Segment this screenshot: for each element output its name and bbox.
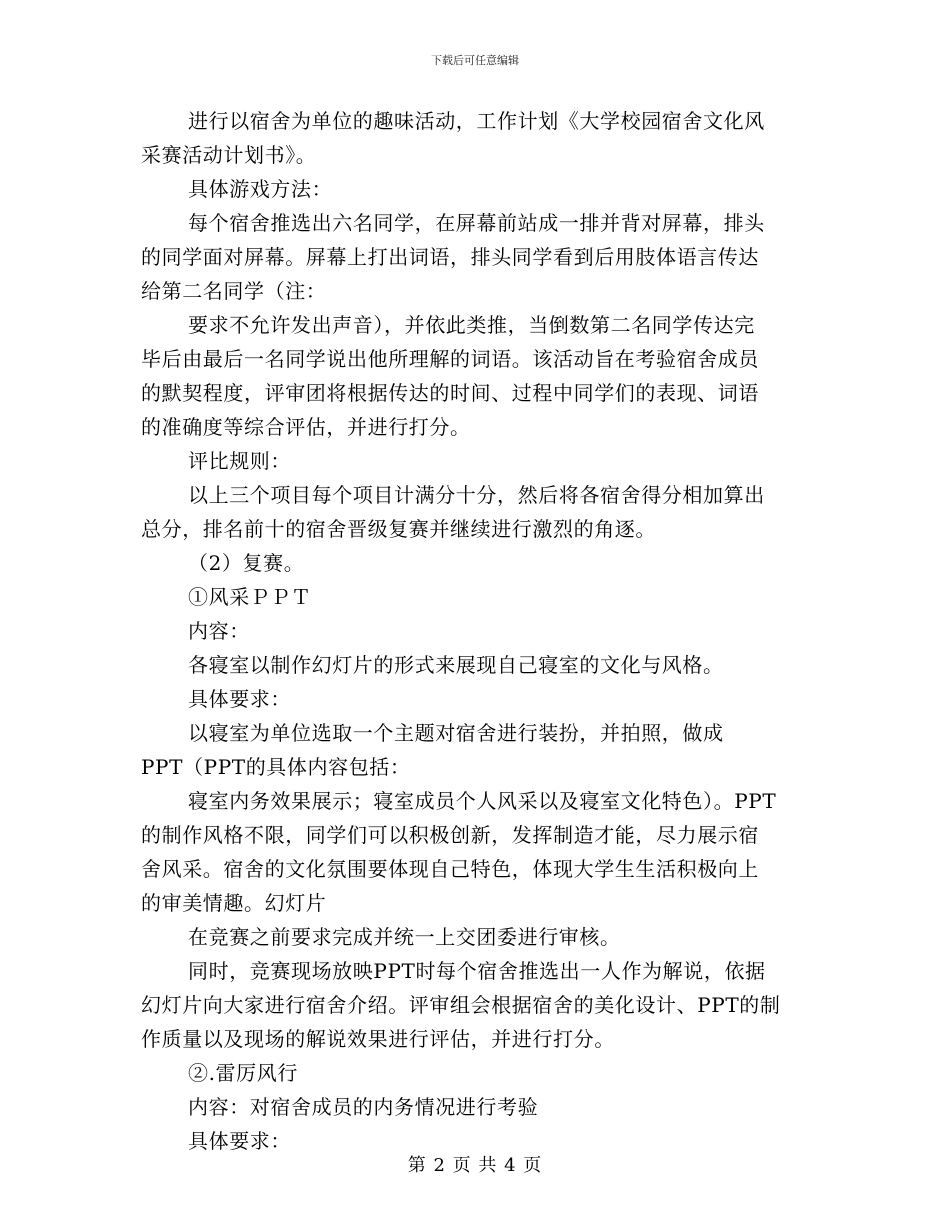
- text-line: 各寝室以制作幻灯片的形式来展现自己寝室的文化与风格。: [188, 653, 724, 677]
- text-line: ②.雷厉风行: [188, 1061, 298, 1085]
- text-line: 每个宿舍推选出六名同学，在屏幕前站成一排并背对屏幕，排头: [188, 211, 765, 235]
- text-line: 以寝室为单位选取一个主题对宿舍进行装扮，并拍照，做成: [188, 721, 724, 745]
- text-line: 毕后由最后一名同学说出他所理解的词语。该活动旨在考验宿舍成员: [141, 347, 759, 371]
- text-line: 采赛活动计划书》。: [141, 143, 317, 167]
- text-line: 寝室内务效果展示；寝室成员个人风采以及寝室文化特色）。PPT: [188, 789, 777, 813]
- text-line: 的默契程度，评审团将根据传达的时间、过程中同学们的表现、词语: [141, 381, 759, 405]
- text-line: 舍风采。宿舍的文化氛围要体现自己特色，体现大学生生活积极向上: [141, 857, 759, 881]
- text-line: 具体要求：: [188, 687, 291, 711]
- document-body: [141, 104, 813, 1158]
- text-line: 内容：: [188, 619, 250, 643]
- text-line: 的同学面对屏幕。屏幕上打出词语，排头同学看到后用肢体语言传达: [141, 245, 759, 269]
- text-line: 以上三个项目每个项目计满分十分，然后将各宿舍得分相加算出: [188, 483, 765, 507]
- text-line: PPT（PPT的具体内容包括：: [141, 755, 411, 779]
- text-line: 同时，竞赛现场放映PPT时每个宿舍推选出一人作为解说，依据: [188, 959, 766, 983]
- text-line: （2）复赛。: [188, 551, 305, 575]
- text-line: 给第二名同学（注：: [141, 279, 327, 303]
- text-line: ①风采ＰＰＴ: [188, 585, 312, 609]
- text-line: 的准确度等综合评估，并进行打分。: [141, 415, 471, 439]
- text-line: 评比规则：: [188, 449, 291, 473]
- text-line: 在竞赛之前要求完成并统一上交团委进行审核。: [188, 925, 621, 949]
- page-footer: 第 2 页 共 4 页: [407, 1155, 543, 1176]
- text-line: 幻灯片向大家进行宿舍介绍。评审组会根据宿舍的美化设计、PPT的制: [141, 993, 781, 1017]
- page-header: 下载后可任意编辑: [431, 54, 519, 67]
- text-line: 要求不允许发出声音），并依此类推，当倒数第二名同学传达完: [188, 313, 755, 337]
- text-line: 进行以宿舍为单位的趣味活动，工作计划《大学校园宿舍文化风: [188, 109, 765, 133]
- text-line: 作质量以及现场的解说效果进行评估，并进行打分。: [141, 1027, 615, 1051]
- text-line: 具体要求：: [188, 1129, 291, 1153]
- text-line: 的审美情趣。幻灯片: [141, 891, 327, 915]
- text-line: 内容：对宿舍成员的内务情况进行考验: [188, 1095, 539, 1119]
- text-line: 总分，排名前十的宿舍晋级复赛并继续进行激烈的角逐。: [141, 517, 656, 541]
- text-line: 的制作风格不限，同学们可以积极创新，发挥制造才能，尽力展示宿: [141, 823, 759, 847]
- text-line: 具体游戏方法：: [188, 177, 333, 201]
